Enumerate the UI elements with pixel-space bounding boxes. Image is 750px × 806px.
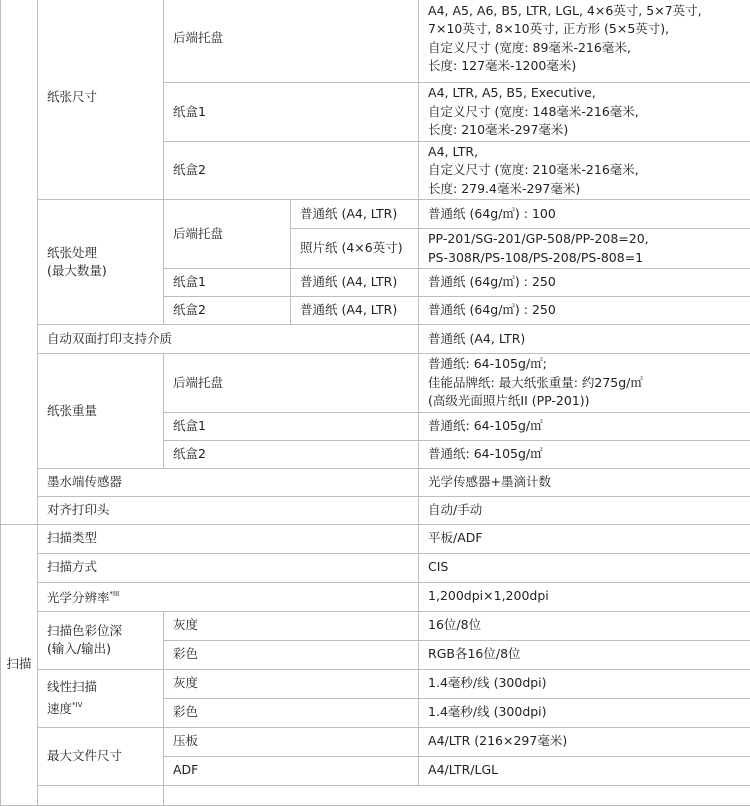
table-row <box>1 524 750 553</box>
value-line: 自定义尺寸 (宽度: 89毫米-216毫米, <box>428 39 741 58</box>
value-line: (高级光面照片纸II (PP-201)) <box>428 392 741 411</box>
value-line: PP-201/SG-201/GP-508/PP-208=20, <box>428 230 741 249</box>
head-alignment-label: 对齐打印头 <box>38 496 419 524</box>
value-line: 7×10英寸, 8×10英寸, 正方形 (5×5英寸), <box>428 20 741 39</box>
label-text: 光学分辨率 <box>47 590 110 605</box>
paper-weight-cassette2-value: 普通纸: 64-105g/㎡ <box>419 440 750 468</box>
footnote-mark: *IV <box>72 701 82 709</box>
table-row <box>1 468 750 496</box>
paper-weight-cassette2-label: 纸盒2 <box>164 440 419 468</box>
paper-handling-photo-label: 照片纸 (4×6英寸) <box>291 229 419 269</box>
optical-resolution-label <box>38 582 419 611</box>
paper-size-cassette2-label: 纸盒2 <box>164 141 419 200</box>
paper-size-rear-tray-value <box>419 0 750 83</box>
value-line: 自定义尺寸 (宽度: 210毫米-216毫米, <box>428 161 741 180</box>
value-line: A4, LTR, A5, B5, Executive, <box>428 84 741 103</box>
value-line: 佳能品牌纸: 最大纸张重量: 约275g/㎡ <box>428 374 741 393</box>
optical-resolution-value: 1,200dpi×1,200dpi <box>419 582 750 611</box>
color-depth-label <box>38 611 164 669</box>
max-doc-size-adf-label: ADF <box>164 756 419 785</box>
max-doc-size-platen-value: A4/LTR (216×297毫米) <box>419 727 750 756</box>
label-line <box>47 696 154 719</box>
paper-weight-cassette1-label: 纸盒1 <box>164 412 419 440</box>
paper-handling-plain-value: 普通纸 (64g/㎡) : 100 <box>419 200 750 229</box>
category-cell-scan: 扫描 <box>1 524 38 805</box>
line-speed-color-label: 彩色 <box>164 698 419 727</box>
table-row <box>1 496 750 524</box>
paper-size-rear-tray-label: 后端托盘 <box>164 0 419 83</box>
color-depth-gray-label: 灰度 <box>164 611 419 640</box>
value-line: 自定义尺寸 (宽度: 148毫米-216毫米, <box>428 103 741 122</box>
label-line: (输入/输出) <box>47 640 154 659</box>
line-speed-gray-label: 灰度 <box>164 669 419 698</box>
paper-handling-cassette2-label: 纸盒2 <box>164 297 291 325</box>
scanner-type-value: 平板/ADF <box>419 524 750 553</box>
empty-cell <box>164 785 750 805</box>
color-depth-color-label: 彩色 <box>164 640 419 669</box>
paper-handling-photo-value <box>419 229 750 269</box>
paper-size-cassette2-value <box>419 141 750 200</box>
footnote-mark: *III <box>110 590 120 598</box>
auto-duplex-label: 自动双面打印支持介质 <box>38 325 419 354</box>
label-line: 扫描色彩位深 <box>47 622 154 641</box>
paper-handling-cassette1-value: 普通纸 (64g/㎡) : 250 <box>419 269 750 297</box>
paper-weight-cassette1-value: 普通纸: 64-105g/㎡ <box>419 412 750 440</box>
label-line: 线性扫描 <box>47 678 154 697</box>
paper-handling-cassette1-label: 纸盒1 <box>164 269 291 297</box>
paper-weight-label: 纸张重量 <box>38 354 164 469</box>
paper-weight-rear-tray-value <box>419 354 750 413</box>
line-speed-color-value: 1.4毫秒/线 (300dpi) <box>419 698 750 727</box>
paper-size-cassette1-label: 纸盒1 <box>164 83 419 142</box>
value-line: 普通纸: 64-105g/㎡; <box>428 355 741 374</box>
empty-cell <box>38 785 164 805</box>
value-line: 长度: 210毫米-297毫米) <box>428 121 741 140</box>
table-row <box>1 553 750 582</box>
table-row <box>1 325 750 354</box>
color-depth-color-value: RGB各16位/8位 <box>419 640 750 669</box>
ink-sensor-label: 墨水端传感器 <box>38 468 419 496</box>
paper-handling-rear-tray-label: 后端托盘 <box>164 200 291 269</box>
ink-sensor-value: 光学传感器+墨滴计数 <box>419 468 750 496</box>
table-row <box>1 785 750 805</box>
label-line: 纸张处理 <box>47 244 154 263</box>
category-cell-print <box>1 0 38 524</box>
paper-handling-label <box>38 200 164 325</box>
scan-method-label: 扫描方式 <box>38 553 419 582</box>
paper-handling-cassette2-media: 普通纸 (A4, LTR) <box>291 297 419 325</box>
table-row <box>1 582 750 611</box>
table-row <box>1 354 750 413</box>
label-line: (最大数量) <box>47 262 154 281</box>
scan-method-value: CIS <box>419 553 750 582</box>
line-speed-gray-value: 1.4毫秒/线 (300dpi) <box>419 669 750 698</box>
paper-handling-cassette2-value: 普通纸 (64g/㎡) : 250 <box>419 297 750 325</box>
max-doc-size-label: 最大文件尺寸 <box>38 727 164 785</box>
max-doc-size-adf-value: A4/LTR/LGL <box>419 756 750 785</box>
table-row <box>1 611 750 640</box>
paper-handling-plain-label: 普通纸 (A4, LTR) <box>291 200 419 229</box>
max-doc-size-platen-label: 压板 <box>164 727 419 756</box>
color-depth-gray-value: 16位/8位 <box>419 611 750 640</box>
value-line: PS-308R/PS-108/PS-208/PS-808=1 <box>428 249 741 268</box>
value-line: A4, A5, A6, B5, LTR, LGL, 4×6英寸, 5×7英寸, <box>428 2 741 21</box>
table-row <box>1 669 750 698</box>
table-row <box>1 0 750 83</box>
paper-size-label: 纸张尺寸 <box>38 0 164 200</box>
auto-duplex-value: 普通纸 (A4, LTR) <box>419 325 750 354</box>
value-line: 长度: 279.4毫米-297毫米) <box>428 180 741 199</box>
head-alignment-value: 自动/手动 <box>419 496 750 524</box>
line-speed-label <box>38 669 164 727</box>
label-text: 速度 <box>47 701 72 716</box>
paper-weight-rear-tray-label: 后端托盘 <box>164 354 419 413</box>
value-line: 长度: 127毫米-1200毫米) <box>428 57 741 76</box>
table-row <box>1 727 750 756</box>
paper-size-cassette1-value <box>419 83 750 142</box>
table-row <box>1 200 750 229</box>
paper-handling-cassette1-media: 普通纸 (A4, LTR) <box>291 269 419 297</box>
scanner-type-label: 扫描类型 <box>38 524 419 553</box>
value-line: A4, LTR, <box>428 143 741 162</box>
